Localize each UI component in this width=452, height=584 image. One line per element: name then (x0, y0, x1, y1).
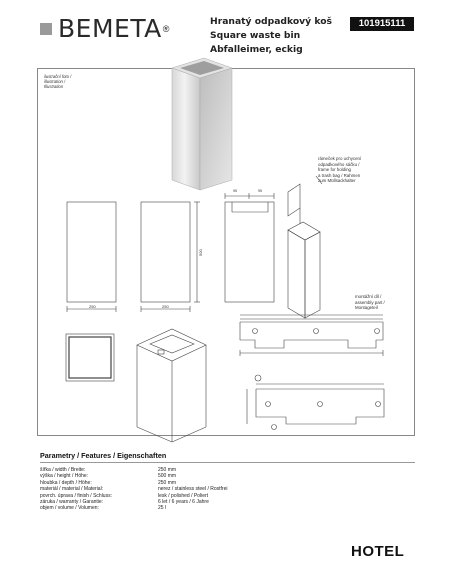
assembly-part-top-drawing (247, 375, 384, 430)
spec-label: záruka / warranty / Garantie: (40, 499, 104, 506)
dim-height: 500 (198, 249, 203, 256)
spec-label: hloubka / depth / Höhe: (40, 479, 92, 486)
section-view-drawing (225, 193, 274, 302)
spec-row (40, 505, 358, 511)
registered-mark: ® (162, 23, 170, 34)
category-label: HOTEL (351, 543, 405, 560)
illustration-label: ilustrační foto / illustration / Illustration (44, 74, 72, 90)
frame-note: rámeček pro uchycení odpadkového sáčku / frame for holding a trash bag / Rahmen zum Müllsackhalter (318, 156, 362, 184)
spec-value: 6 let / 6 years / 6 Jahre (158, 499, 209, 506)
dim-side-depth: 250 (162, 304, 169, 309)
isometric-bin-drawing (137, 329, 206, 442)
dim-top-right: 95 (258, 189, 262, 193)
specs-heading: Parametry / Features / Eigenschaften (40, 451, 167, 460)
spec-label: výška / height / Höhe: (40, 473, 89, 480)
spec-label: povrch. úprava / finish / Schluss: (40, 492, 112, 499)
title-de: Abfalleimer, eckig (210, 44, 303, 55)
title-cz: Hranatý odpadkový koš (210, 16, 332, 27)
assembly-part-side-drawing (240, 315, 383, 356)
dim-top-left: 95 (233, 189, 237, 193)
spec-value: 500 mm (158, 473, 177, 480)
spec-value: nerez / stainless steel / Rostfrei (158, 486, 228, 493)
spec-label: šířka / width / Breite: (40, 467, 86, 473)
specs-divider (40, 462, 415, 463)
top-view-drawing (66, 334, 114, 381)
side-view-drawing (141, 202, 200, 312)
product-photo (172, 58, 232, 190)
front-view-drawing (67, 202, 116, 312)
product-code-badge: 101915111 (350, 17, 414, 31)
specs-table (40, 467, 358, 512)
spec-value: 25 l (158, 505, 167, 512)
dim-front-width: 250 (89, 304, 96, 309)
assembly-note: montážní díl / assembly part / Montageteil (355, 294, 385, 311)
spec-label: materiál / material / Material: (40, 486, 104, 493)
title-en: Square waste bin (210, 30, 301, 41)
spec-value: lesk / polished / Poliert (158, 492, 209, 499)
bin-with-frame-drawing (288, 176, 322, 318)
brand-name: BEMETA (58, 14, 162, 43)
spec-value: 250 mm (158, 467, 177, 473)
spec-value: 250 mm (158, 479, 177, 486)
spec-label: objem / volume / Volumen: (40, 505, 99, 512)
